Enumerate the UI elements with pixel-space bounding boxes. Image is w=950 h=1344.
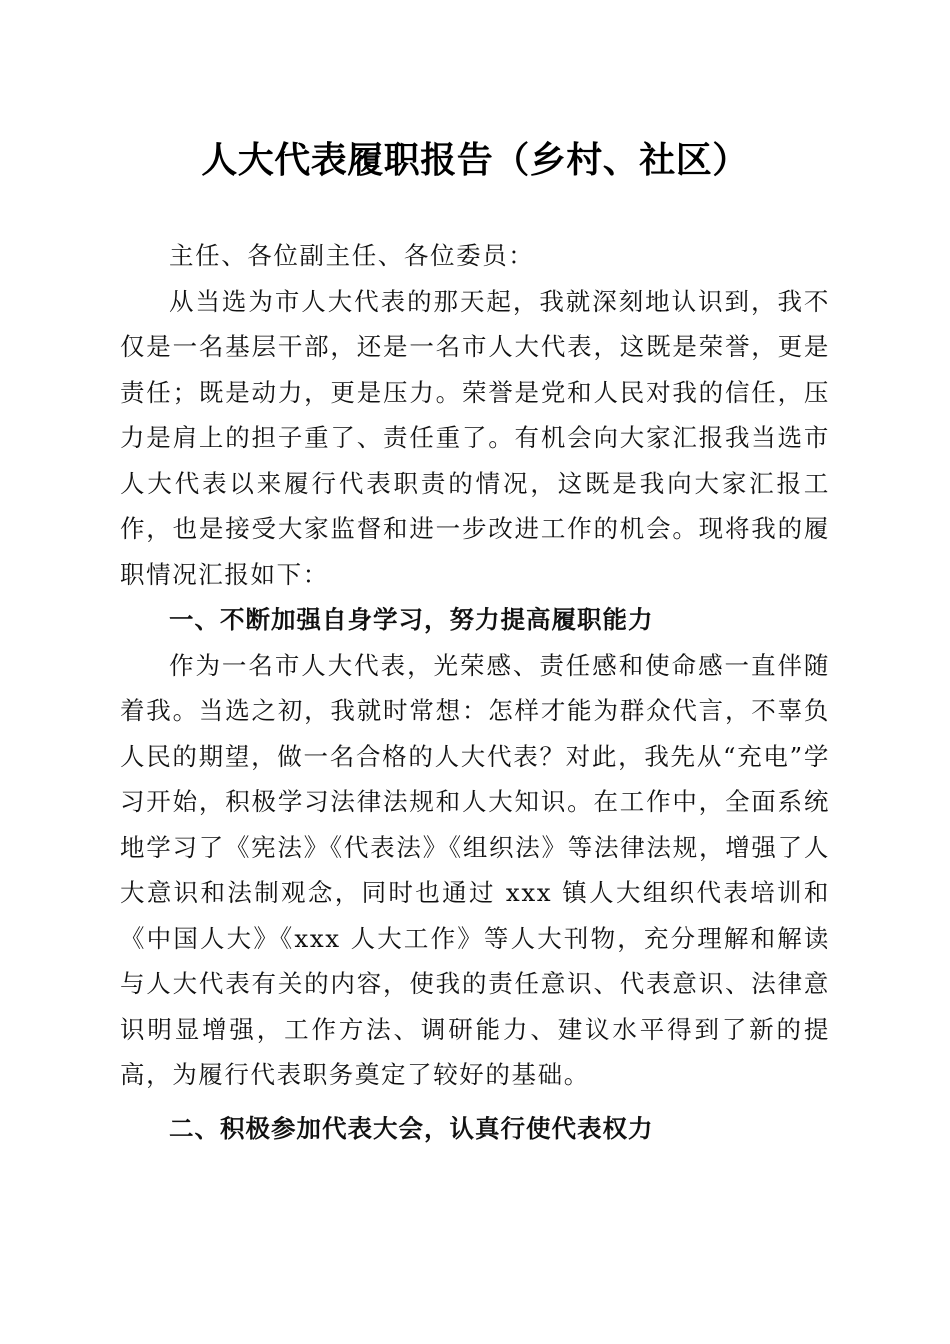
document-title: 人大代表履职报告（乡村、社区） [201, 139, 749, 181]
section-heading-1: 一、不断加强自身学习，努力提高履职能力 [169, 605, 654, 634]
paragraph-intro: 从当选为市人大代表的那天起，我就深刻地认识到，我不仅是一名基层干部，还是一名市人大代表，这既是荣誉，更是责任；既是动力，更是压力。荣誉是党和人民对我的信任，压力是肩上的担子重了、责任重了。有机会向大家汇报我当选市人大代表以来履行代表职责的情况，这既是我向大家汇报工作，也是接受大家监督和进一步改进工作的机会。现将我的履职情况汇报如下： [120, 286, 830, 589]
salutation-line: 主任、各位副主任、各位委员： [169, 241, 535, 270]
document-body [120, 233, 830, 1151]
paragraph-study: 作为一名市人大代表，光荣感、责任感和使命感一直伴随着我。当选之初，我就时常想：怎样才能为群众代言，不辜负人民的期望，做一名合格的人大代表？对此，我先从“充电”学习开始，积极学习法律法规和人大知识。在工作中，全面系统地学习了《宪法》《代表法》《组织法》等法律法规，增强了人大意识和法制观念，同时也通过 xxx 镇人大组织代表培训和《中国人大》《xxx 人大工作》等人大刊物，充分理解和解读与人大代表有关的内容，使我的责任意识、代表意识、法律意识明显增强，工作方法、调研能力、建议水平得到了新的提高，为履行代表职务奠定了较好的基础。 [120, 650, 830, 1089]
section-heading-2: 二、积极参加代表大会，认真行使代表权力 [169, 1113, 654, 1143]
